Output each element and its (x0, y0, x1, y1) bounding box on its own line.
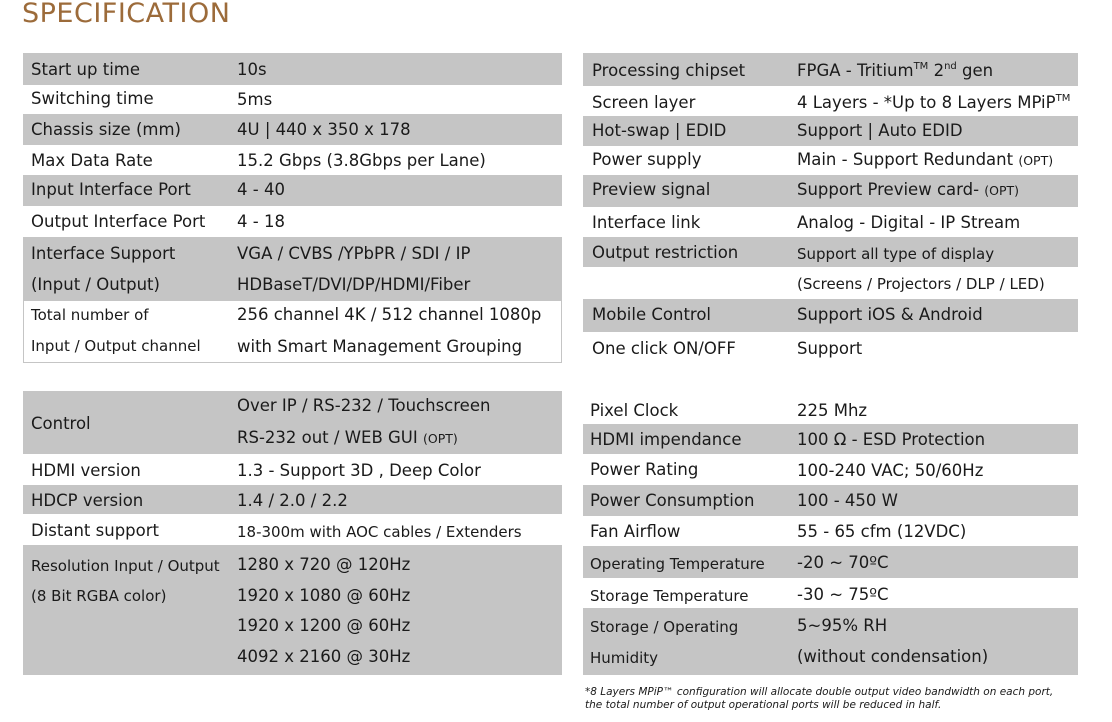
spec-row-distant-support (23, 514, 562, 545)
spec-value: Support Preview card- (OPT) (797, 180, 1020, 199)
spec-value: FPGA - Tritium™ 2nd gen (797, 61, 994, 80)
spec-label: (Input / Output) (31, 275, 160, 294)
resolution-value: 4092 x 2160 @ 30Hz (237, 647, 411, 666)
spec-label: Chassis size (mm) (31, 120, 181, 139)
spec-value: RS-232 out / WEB GUI (OPT) (237, 428, 458, 447)
spec-label: One click ON/OFF (592, 339, 736, 358)
spec-value: 5~95% RH (797, 616, 888, 635)
spec-value: Main - Support Redundant (OPT) (797, 150, 1054, 169)
spec-row-output-port (23, 206, 562, 237)
spec-value: 100 Ω - ESD Protection (797, 430, 986, 449)
spec-value: VGA / CVBS /YPbPR / SDI / IP (237, 244, 471, 263)
right-spec-table-1 (583, 53, 1078, 365)
spec-value: 100-240 VAC; 50/60Hz (797, 461, 984, 480)
spec-label: Max Data Rate (31, 151, 153, 170)
spec-label: Switching time (31, 89, 154, 108)
left-spec-table-1 (23, 53, 562, 363)
spec-label: Power Consumption (590, 491, 755, 510)
spec-row-pixel-clock (583, 393, 1078, 424)
spec-row-max-data-rate (23, 145, 562, 175)
spec-value: 4 Layers - *Up to 8 Layers MPiP™ (797, 93, 1071, 112)
spec-value: Support all type of display (797, 245, 995, 263)
spec-row-output-restriction-2 (583, 267, 1078, 299)
spec-row-one-click (583, 332, 1078, 365)
spec-label: Screen layer (592, 93, 696, 112)
spec-label: HDMI impendance (590, 430, 742, 449)
spec-row-resolution (23, 545, 562, 675)
spec-row-fan-airflow (583, 516, 1078, 546)
spec-value: Support iOS & Android (797, 305, 983, 324)
spec-value: 18-300m with AOC cables / Extenders (237, 523, 522, 541)
spec-label: Input / Output channel (31, 337, 201, 355)
spec-value: 4 - 18 (237, 212, 285, 231)
spec-value: Analog - Digital - IP Stream (797, 213, 1021, 232)
spec-value: Support (797, 339, 863, 358)
footnote (585, 686, 1053, 712)
spec-row-power-rating (583, 454, 1078, 485)
spec-value: -30 ~ 75ºC (797, 585, 889, 604)
spec-label: (8 Bit RGBA color) (31, 587, 167, 605)
spec-label: Total number of (31, 306, 149, 324)
spec-label: Resolution Input / Output (31, 557, 220, 575)
spec-row-power-consumption (583, 485, 1078, 516)
spec-label: Operating Temperature (590, 555, 765, 573)
spec-label: Mobile Control (592, 305, 712, 324)
spec-row-hdcp-version (23, 485, 562, 514)
spec-label: Interface Support (31, 244, 176, 263)
spec-row-hot-swap (583, 116, 1078, 146)
spec-row-total-channels (23, 300, 562, 363)
spec-row-input-port (23, 175, 562, 206)
left-spec-table-2 (23, 391, 562, 675)
spec-value: HDBaseT/DVI/DP/HDMI/Fiber (237, 275, 471, 294)
spec-value: 4 - 40 (237, 180, 285, 199)
page-title: SPECIFICATION (22, 0, 231, 29)
spec-label: Control (31, 414, 91, 433)
spec-label: Pixel Clock (590, 401, 679, 420)
spec-label: Storage Temperature (590, 587, 749, 605)
spec-row-control (23, 391, 562, 454)
resolution-value: 1280 x 720 @ 120Hz (237, 555, 411, 574)
resolution-value: 1920 x 1200 @ 60Hz (237, 616, 411, 635)
spec-label: Output restriction (592, 243, 739, 262)
spec-row-output-restriction (583, 237, 1078, 267)
spec-row-hdmi-impedance (583, 424, 1078, 454)
spec-row-preview-signal (583, 175, 1078, 207)
spec-value: 100 - 450 W (797, 491, 898, 510)
spec-label: Humidity (590, 649, 659, 667)
spec-row-humidity (583, 608, 1078, 675)
spec-value: 55 - 65 cfm (12VDC) (797, 522, 967, 541)
spec-value: 1.3 - Support 3D , Deep Color (237, 461, 481, 480)
spec-row-hdmi-version (23, 454, 562, 485)
footnote-line: *8 Layers MPiP™ configuration will allocate double output video bandwidth on each port, (585, 686, 1054, 698)
spec-row-screen-layer (583, 86, 1078, 116)
spec-label: Start up time (31, 60, 141, 79)
spec-row-power-supply (583, 146, 1078, 175)
spec-row-mobile-control (583, 299, 1078, 332)
spec-label: Distant support (31, 521, 159, 540)
spec-row-storage-temp (583, 578, 1078, 608)
spec-label: Preview signal (592, 180, 711, 199)
spec-label: Hot-swap | EDID (592, 121, 727, 140)
spec-label: Input Interface Port (31, 180, 191, 199)
spec-label: Power Rating (590, 460, 699, 479)
spec-label: Storage / Operating (590, 618, 739, 636)
spec-value: Support | Auto EDID (797, 121, 963, 140)
spec-row-interface-link (583, 207, 1078, 237)
spec-row-interface-support (23, 237, 562, 300)
spec-value: 225 Mhz (797, 401, 868, 420)
spec-row-start-up-time (23, 53, 562, 85)
spec-value: 1.4 / 2.0 / 2.2 (237, 491, 348, 510)
spec-row-chassis-size (23, 114, 562, 145)
footnote-line: the total number of output operational ports will be reduced in half. (585, 699, 942, 711)
right-spec-table-2 (583, 393, 1078, 675)
spec-label: HDCP version (31, 491, 144, 510)
spec-value: with Smart Management Grouping (237, 337, 523, 356)
spec-label: HDMI version (31, 461, 141, 480)
spec-value: 256 channel 4K / 512 channel 1080p (237, 305, 542, 324)
spec-row-switching-time (23, 85, 562, 114)
spec-label: Power supply (592, 150, 702, 169)
spec-label: Fan Airflow (590, 522, 681, 541)
spec-value: 4U | 440 x 350 x 178 (237, 120, 411, 139)
spec-label: Output Interface Port (31, 212, 206, 231)
spec-label: Processing chipset (592, 61, 746, 80)
spec-value: 10s (237, 60, 267, 79)
spec-value: 5ms (237, 90, 273, 109)
spec-value: (without condensation) (797, 647, 989, 666)
spec-label: Interface link (592, 213, 701, 232)
spec-row-processing-chipset (583, 53, 1078, 86)
resolution-value: 1920 x 1080 @ 60Hz (237, 586, 411, 605)
spec-value: Over IP / RS-232 / Touchscreen (237, 396, 491, 415)
spec-value: -20 ~ 70ºC (797, 553, 889, 572)
spec-value: 15.2 Gbps (3.8Gbps per Lane) (237, 151, 486, 170)
spec-value: (Screens / Projectors / DLP / LED) (797, 275, 1045, 293)
spec-row-operating-temp (583, 546, 1078, 578)
